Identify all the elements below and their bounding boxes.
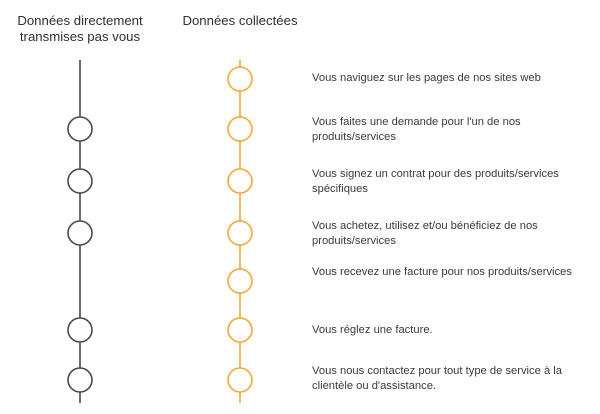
collected-node-3 <box>228 169 252 193</box>
collected-node-7 <box>228 368 252 392</box>
direct-node-4 <box>68 221 92 245</box>
collected-node-5 <box>228 269 252 293</box>
step-description-1: Vous naviguez sur les pages de nos sites web <box>312 72 541 84</box>
step-description-2: Vous faites une demande pour l'un de nos produits/services <box>312 116 521 143</box>
step-description-4: Vous achetez, utilisez et/ou bénéficiez de nos produits/services <box>312 220 538 247</box>
direct-node-3 <box>68 169 92 193</box>
column-header-direct-line1: Données directement <box>17 13 143 28</box>
step-description-3: Vous signez un contrat pour des produits/services spécifiques <box>312 168 559 195</box>
collected-node-4 <box>228 221 252 245</box>
step-description-5: Vous recevez une facture pour nos produits/services <box>312 266 572 278</box>
timeline-nodes <box>68 67 252 392</box>
collected-node-1 <box>228 67 252 91</box>
direct-node-6 <box>68 318 92 342</box>
direct-node-2 <box>68 117 92 141</box>
collected-node-2 <box>228 117 252 141</box>
column-header-collected: Données collectées <box>182 13 298 28</box>
collected-node-6 <box>228 318 252 342</box>
direct-node-7 <box>68 368 92 392</box>
step-description-7: Vous nous contactez pour tout type de service à la clientèle ou d'assistance. <box>312 365 563 392</box>
column-header-direct-line2: transmises pas vous <box>19 29 141 44</box>
step-description-6: Vous réglez une facture. <box>312 324 433 336</box>
